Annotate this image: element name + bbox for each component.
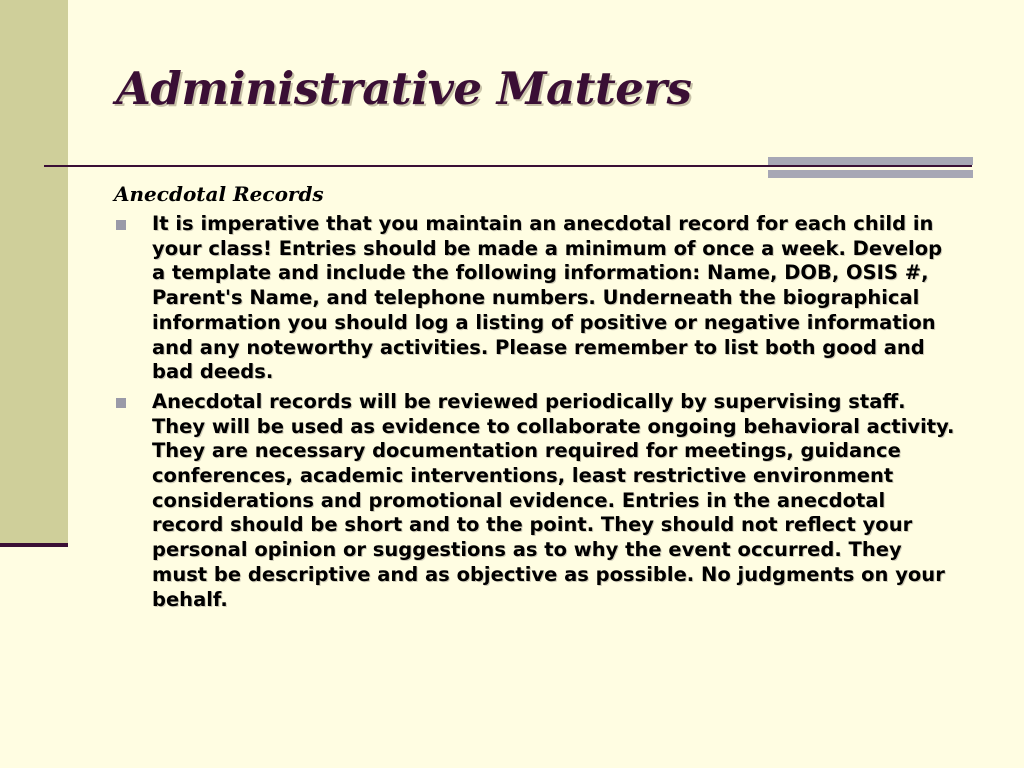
- slide-content: [114, 180, 960, 617]
- bullet-text: Anecdotal records will be reviewed periodically by supervising staff. They will be used as evidence to collaborate ongoing behavioral activity. They are necessary documentation required for meetings, guidance conferences, academic interventions, least restrictive environment considerations and promotional evidence. Entries in the anecdotal record should be short and to the point. They should not reflect your personal opinion or suggestions as to why the event occurred. They must be descriptive and as objective as possible. No judgments on your behalf.: [152, 389, 955, 611]
- left-band-rule: [0, 543, 68, 547]
- bullet-text: It is imperative that you maintain an anecdotal record for each child in your class! Entries should be made a minimum of once a week. Develop a template and include the following information: Name, DOB, OSIS #, Parent's Name, and telephone numbers. Underneath the biographical information you should log a listing of positive or negative information and any noteworthy activities. Please remember to list both good and bad deeds.: [152, 212, 943, 384]
- square-bullet-icon: [116, 398, 126, 408]
- slide-title: Administrative Matters: [116, 62, 692, 115]
- left-decorative-band: [0, 0, 68, 546]
- bullet-list: [114, 212, 960, 612]
- section-heading: Anecdotal Records: [114, 182, 324, 206]
- bullet-item: [114, 390, 960, 612]
- accent-bar-bottom: [768, 170, 973, 178]
- title-divider: [44, 165, 972, 167]
- bullet-item: [114, 212, 960, 385]
- accent-bar-top: [768, 157, 973, 165]
- square-bullet-icon: [116, 220, 126, 230]
